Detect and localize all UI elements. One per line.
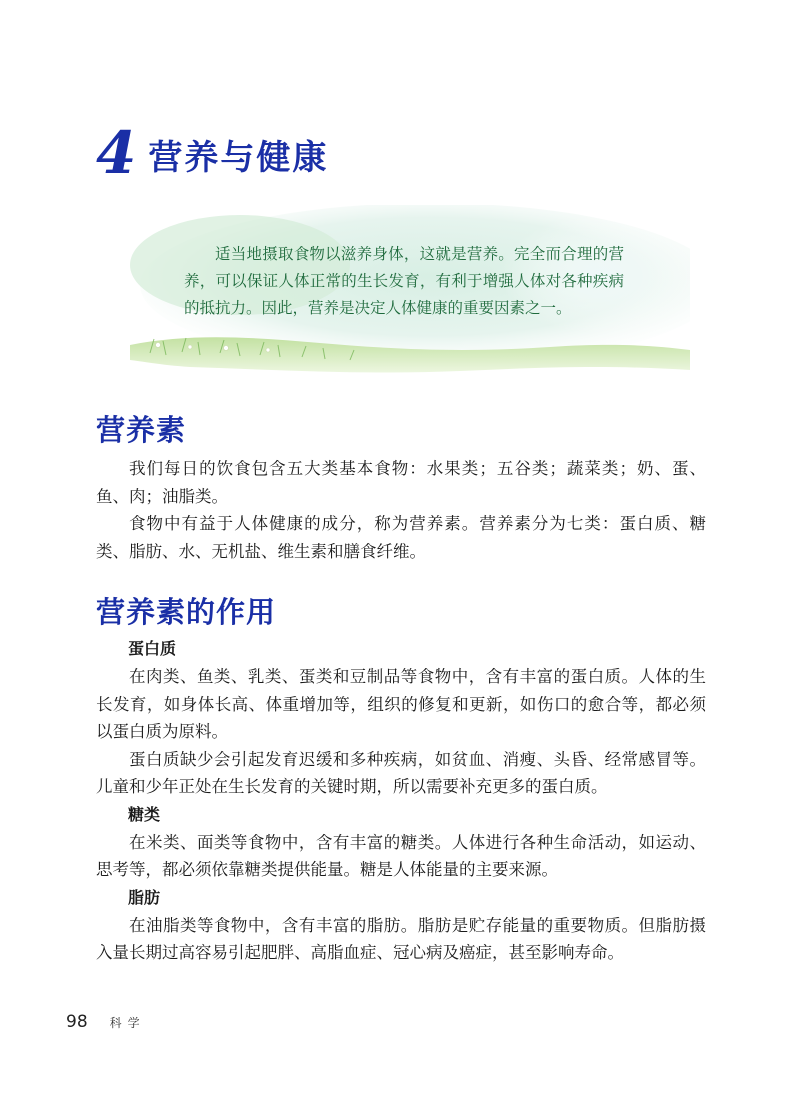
section-nutrients-body [96, 455, 706, 565]
paragraph: 在米类、面类等食物中，含有丰富的糖类。人体进行各种生命活动，如运动、思考等，都必须依靠糖类提供能量。糖是人体能量的主要来源。 [96, 832, 706, 879]
intro-text [184, 241, 624, 322]
subheading-carbohydrates: 糖类 [128, 804, 161, 824]
intro-paragraph: 适当地摄取食物以滋养身体，这就是营养。完全而合理的营养，可以保证人体正常的生长发育，有利于增强人体对各种疾病的抵抗力。因此，营养是决定人体健康的重要因素之一。 [184, 245, 624, 317]
section-heading-nutrient-roles: 营养素的作用 [96, 595, 277, 629]
paragraph: 食物中有益于人体健康的成分，称为营养素。营养素分为七类：蛋白质、糖类、脂肪、水、无机盐、维生素和膳食纤维。 [96, 514, 706, 561]
chapter-title: 营养与健康 [148, 138, 329, 178]
paragraph: 我们每日的饮食包含五大类基本食物：水果类；五谷类；蔬菜类；奶、蛋、鱼、肉；油脂类。 [96, 459, 706, 506]
paragraph: 在油脂类等食物中，含有丰富的脂肪。脂肪是贮存能量的重要物质。但脂肪摄入量长期过高容易引起肥胖、高脂血症、冠心病及癌症，甚至影响寿命。 [96, 915, 706, 962]
chapter-number: 4 [96, 119, 137, 187]
book-title: 科学 [109, 1016, 146, 1030]
subheading-protein: 蛋白质 [128, 639, 177, 658]
section-heading-nutrients: 营养素 [96, 413, 187, 447]
page-number: 98 [66, 1012, 88, 1032]
paragraph: 蛋白质缺少会引起发育迟缓和多种疾病，如贫血、消瘦、头昏、经常感冒等。儿童和少年正处在生长发育的关键时期，所以需要补充更多的蛋白质。 [96, 749, 706, 796]
page-footer [66, 1012, 146, 1032]
paragraph: 在肉类、鱼类、乳类、蛋类和豆制品等食物中，含有丰富的蛋白质。人体的生长发育，如身体长高、体重增加等，组织的修复和更新，如伤口的愈合等，都必须以蛋白质为原料。 [96, 667, 706, 741]
chapter-header [96, 118, 329, 187]
subheading-fat: 脂肪 [128, 887, 161, 907]
section-nutrient-roles-body [96, 635, 706, 967]
intro-box [130, 205, 690, 385]
